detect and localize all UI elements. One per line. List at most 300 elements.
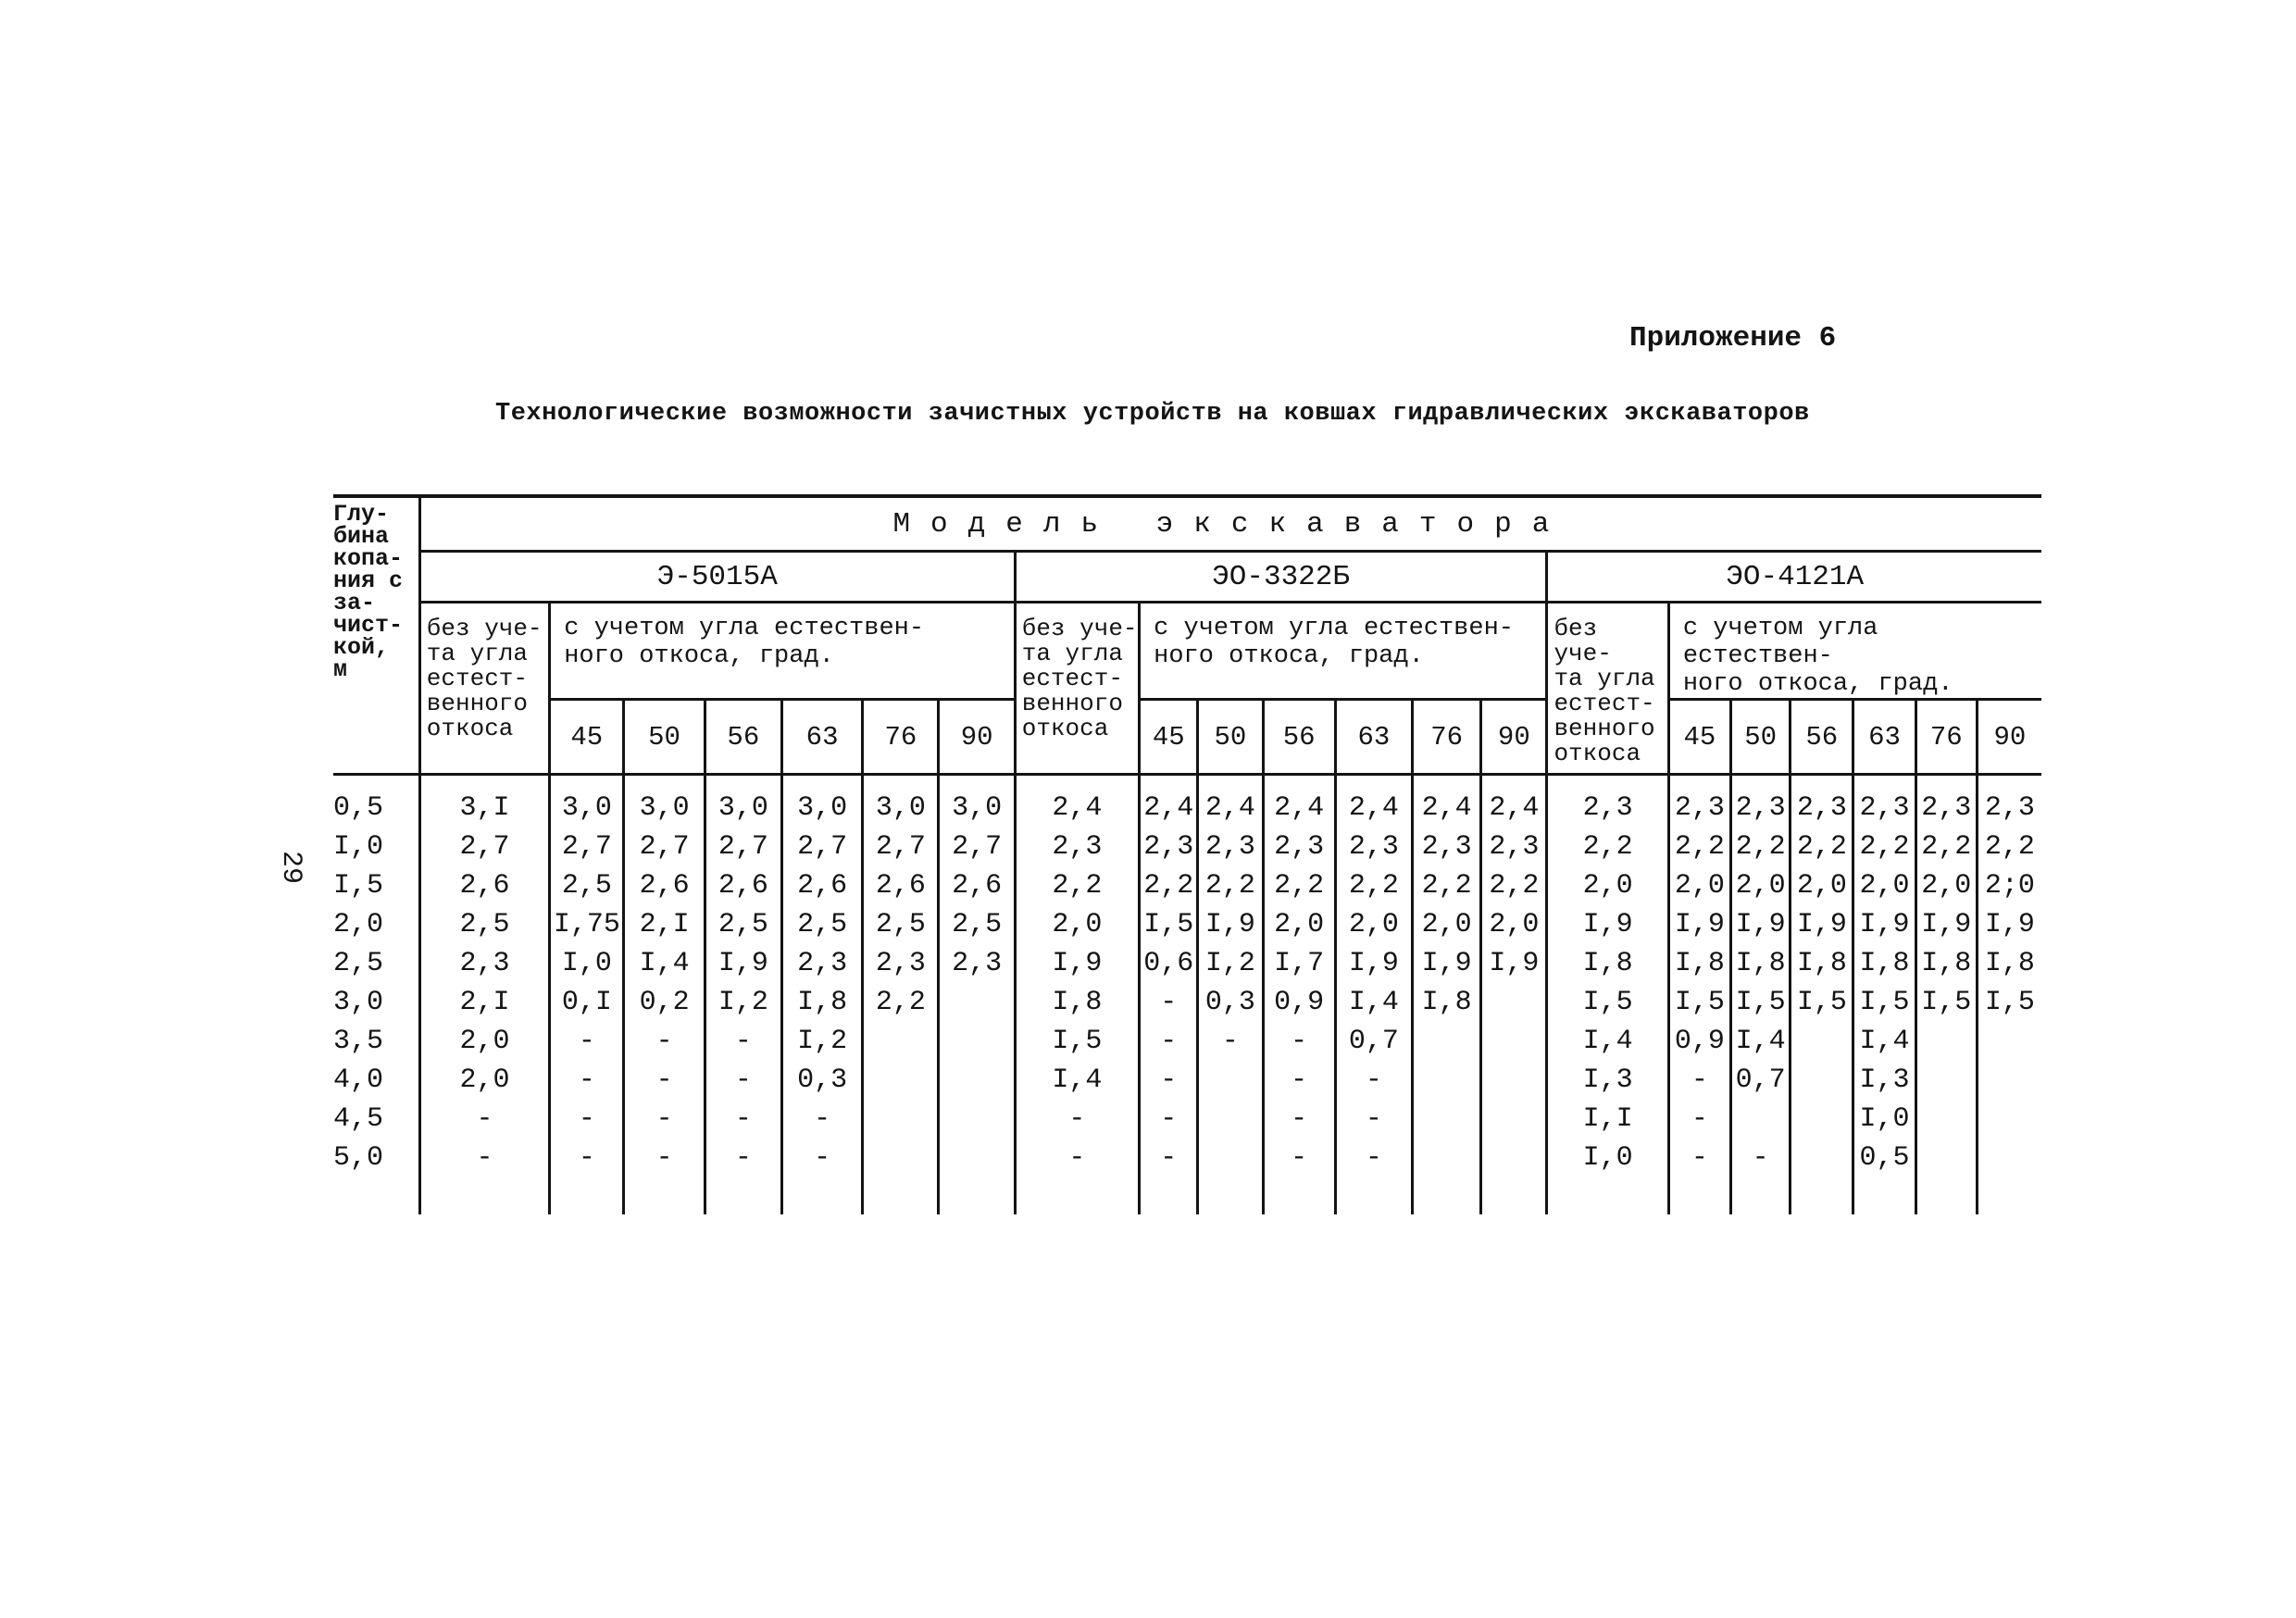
angle-header: 45 <box>1140 700 1198 775</box>
value-cell <box>1481 1100 1547 1139</box>
value-cell: I,8 <box>1977 944 2041 983</box>
value-cell: I,5 <box>1140 905 1198 944</box>
value-cell: 2,2 <box>1413 866 1481 905</box>
value-cell: 2,3 <box>1140 828 1198 866</box>
value-cell <box>1481 983 1547 1022</box>
value-cell: I,9 <box>1413 944 1481 983</box>
capabilities-table <box>333 494 2041 1214</box>
value-cell: I,5 <box>1668 983 1730 1022</box>
value-cell <box>1915 1061 1977 1100</box>
value-cell: - <box>1263 1100 1335 1139</box>
value-cell <box>863 1022 939 1061</box>
depth-cell: 5,0 <box>333 1142 384 1174</box>
value-cell: 2,5 <box>705 905 781 944</box>
with-angle-header <box>550 603 1016 700</box>
value-cell: 2,2 <box>1915 828 1977 866</box>
value-cell: I,4 <box>1547 1022 1668 1061</box>
value-cell: 2,3 <box>1915 775 1977 828</box>
value-cell: 2,2 <box>1140 866 1198 905</box>
value-cell <box>1915 1139 1977 1177</box>
value-cell: I,9 <box>1481 944 1547 983</box>
depth-header-line: м <box>333 656 348 683</box>
value-cell: 2,0 <box>1853 866 1915 905</box>
header-row-model-names <box>333 552 2041 603</box>
value-cell: 2,5 <box>863 905 939 944</box>
value-cell: I,8 <box>1547 944 1668 983</box>
empty-cell <box>1791 1177 1853 1214</box>
with-angle-header-line: ного откоса, град. <box>1154 642 1424 670</box>
no-angle-header-line: без уче- <box>1021 615 1138 642</box>
with-angle-header-line: с учетом угла естествен- <box>1154 615 1514 642</box>
value-cell: I,5 <box>1977 983 2041 1022</box>
value-cell: 2,0 <box>1335 905 1412 944</box>
angle-header: 76 <box>1915 700 1977 775</box>
empty-cell <box>863 1177 939 1214</box>
no-angle-header-line: венного <box>1021 690 1123 717</box>
value-cell: 2,I <box>419 983 549 1022</box>
empty-cell <box>1335 1177 1412 1214</box>
no-angle-header-line: венного <box>426 690 528 717</box>
value-cell: I,9 <box>1335 944 1412 983</box>
value-cell: I,8 <box>781 983 862 1022</box>
value-cell: 2,0 <box>1413 905 1481 944</box>
value-cell: 2,5 <box>939 905 1015 944</box>
depth-cell: 2,5 <box>333 948 384 979</box>
value-cell: I,5 <box>1547 983 1668 1022</box>
value-cell: I,0 <box>550 944 624 983</box>
value-cell: I,2 <box>705 983 781 1022</box>
value-cell: 2,0 <box>1263 905 1335 944</box>
empty-cell <box>1853 1177 1915 1214</box>
empty-cell <box>333 1177 419 1214</box>
value-cell: I,8 <box>1791 944 1853 983</box>
empty-cell <box>419 1177 549 1214</box>
value-cell: - <box>419 1100 549 1139</box>
with-angle-header <box>1668 603 2041 700</box>
angle-header: 90 <box>1977 700 2041 775</box>
depth-cell: I,0 <box>333 831 384 863</box>
value-cell: I,5 <box>1853 983 1915 1022</box>
value-cell: I,2 <box>781 1022 862 1061</box>
value-cell: - <box>781 1139 862 1177</box>
value-cell <box>1791 1139 1853 1177</box>
depth-header-line: бина <box>333 523 390 550</box>
value-cell: 2,3 <box>781 944 862 983</box>
value-cell <box>1915 1100 1977 1139</box>
value-cell <box>1977 1139 2041 1177</box>
value-cell: I,3 <box>1547 1061 1668 1100</box>
value-cell: 2,3 <box>1413 828 1481 866</box>
value-cell: I,8 <box>1668 944 1730 983</box>
value-cell: 2,4 <box>1335 775 1412 828</box>
depth-cell: 4,0 <box>333 1064 384 1096</box>
value-cell: - <box>705 1061 781 1100</box>
value-cell: 2,3 <box>1731 775 1791 828</box>
value-cell <box>1413 1100 1481 1139</box>
value-cell: 2,0 <box>1481 905 1547 944</box>
value-cell <box>1977 1022 2041 1061</box>
value-cell: 2,7 <box>863 828 939 866</box>
depth-header-line: чист- <box>333 612 404 639</box>
value-cell: - <box>550 1139 624 1177</box>
value-cell: - <box>1140 983 1198 1022</box>
value-cell <box>939 1139 1015 1177</box>
value-cell: - <box>550 1022 624 1061</box>
header-row-model <box>333 496 2041 552</box>
value-cell: 2,3 <box>1263 828 1335 866</box>
value-cell: 3,0 <box>939 775 1015 828</box>
value-cell: 2,0 <box>1791 866 1853 905</box>
appendix-label: Приложение 6 <box>1629 322 1837 355</box>
value-cell: 2,2 <box>1015 866 1139 905</box>
value-cell: - <box>1198 1022 1263 1061</box>
value-cell: I,8 <box>1915 944 1977 983</box>
angle-header: 90 <box>939 700 1015 775</box>
value-cell <box>863 1061 939 1100</box>
depth-cell: I,5 <box>333 870 384 902</box>
value-cell: - <box>705 1100 781 1139</box>
value-cell: 0,6 <box>1140 944 1198 983</box>
value-cell: 2,2 <box>1198 866 1263 905</box>
value-cell: I,5 <box>1731 983 1791 1022</box>
value-cell: 2,6 <box>939 866 1015 905</box>
empty-cell <box>624 1177 705 1214</box>
value-cell: 2,3 <box>939 944 1015 983</box>
value-cell: I,3 <box>1853 1061 1915 1100</box>
value-cell: I,8 <box>1731 944 1791 983</box>
table-row <box>333 828 2041 866</box>
angle-header: 76 <box>863 700 939 775</box>
value-cell <box>939 1061 1015 1100</box>
value-cell: I,9 <box>1547 905 1668 944</box>
angle-header: 56 <box>705 700 781 775</box>
value-cell: - <box>705 1139 781 1177</box>
empty-cell <box>1915 1177 1977 1214</box>
value-cell: 2,7 <box>705 828 781 866</box>
value-cell: 2,2 <box>1263 866 1335 905</box>
value-cell: I,0 <box>1547 1139 1668 1177</box>
no-angle-header-line: откоса <box>426 715 514 742</box>
value-cell: 2,4 <box>1140 775 1198 828</box>
value-cell: 2,4 <box>1481 775 1547 828</box>
with-angle-header-line: ного откоса, град. <box>1682 670 1953 698</box>
empty-cell <box>550 1177 624 1214</box>
value-cell: 2,7 <box>419 828 549 866</box>
value-cell: - <box>1335 1061 1412 1100</box>
value-cell: - <box>1140 1022 1198 1061</box>
value-cell <box>1977 1100 2041 1139</box>
no-angle-header-line: естест- <box>1554 690 1655 717</box>
angle-header: 63 <box>1853 700 1915 775</box>
table-row <box>333 905 2041 944</box>
value-cell: I,9 <box>705 944 781 983</box>
value-cell <box>863 1100 939 1139</box>
depth-header-line: Глу- <box>333 501 390 528</box>
empty-cell <box>939 1177 1015 1214</box>
value-cell: - <box>624 1100 705 1139</box>
value-cell: 2,2 <box>1731 828 1791 866</box>
angle-header: 56 <box>1263 700 1335 775</box>
value-cell: I,5 <box>1015 1022 1139 1061</box>
value-cell <box>1413 1022 1481 1061</box>
angle-header: 76 <box>1413 700 1481 775</box>
value-cell: - <box>550 1061 624 1100</box>
value-cell: I,8 <box>1853 944 1915 983</box>
empty-cell <box>1140 1177 1198 1214</box>
value-cell: 0,9 <box>1668 1022 1730 1061</box>
value-cell <box>1791 1022 1853 1061</box>
table-row <box>333 944 2041 983</box>
value-cell: 2,0 <box>1015 905 1139 944</box>
value-cell: - <box>1263 1061 1335 1100</box>
value-cell: I,4 <box>1853 1022 1915 1061</box>
value-cell: 0,3 <box>781 1061 862 1100</box>
value-cell <box>1413 1061 1481 1100</box>
value-cell: - <box>1140 1100 1198 1139</box>
model-name: Э-5015А <box>419 552 1015 603</box>
table-row <box>333 983 2041 1022</box>
value-cell: - <box>1015 1139 1139 1177</box>
angle-header: 63 <box>1335 700 1412 775</box>
depth-cell: 3,0 <box>333 987 384 1018</box>
value-cell: 2,2 <box>863 983 939 1022</box>
value-cell: - <box>550 1100 624 1139</box>
value-cell: I,0 <box>1853 1100 1915 1139</box>
value-cell: I,9 <box>1198 905 1263 944</box>
value-cell: - <box>1140 1061 1198 1100</box>
model-header: Модель экскаватора <box>419 496 2041 552</box>
depth-header-line: копа- <box>333 545 404 572</box>
no-angle-header-line: без уче- <box>1554 615 1612 667</box>
value-cell: - <box>1668 1139 1730 1177</box>
value-cell: 2,3 <box>1481 828 1547 866</box>
value-cell <box>1198 1061 1263 1100</box>
depth-cell: 4,5 <box>333 1103 384 1135</box>
value-cell: - <box>624 1139 705 1177</box>
angle-header: 63 <box>781 700 862 775</box>
angle-header: 50 <box>1731 700 1791 775</box>
empty-cell <box>1198 1177 1263 1214</box>
value-cell: I,8 <box>1413 983 1481 1022</box>
empty-cell <box>1015 1177 1139 1214</box>
value-cell: 3,0 <box>863 775 939 828</box>
value-cell: 2,7 <box>550 828 624 866</box>
value-cell <box>1481 1061 1547 1100</box>
with-angle-header-line: ного откоса, град. <box>564 642 834 670</box>
value-cell: 2,3 <box>1853 775 1915 828</box>
value-cell <box>1791 1100 1853 1139</box>
value-cell <box>1977 1061 2041 1100</box>
no-angle-header-line: откоса <box>1021 715 1109 742</box>
value-cell: 2,0 <box>1668 866 1730 905</box>
value-cell <box>1481 1139 1547 1177</box>
table-end-row <box>333 1177 2041 1214</box>
value-cell: 0,9 <box>1263 983 1335 1022</box>
value-cell: 2,2 <box>1335 866 1412 905</box>
value-cell: I,9 <box>1977 905 2041 944</box>
value-cell: - <box>1140 1139 1198 1177</box>
value-cell: 2,5 <box>419 905 549 944</box>
value-cell: 2,3 <box>1791 775 1853 828</box>
value-cell <box>1198 1139 1263 1177</box>
value-cell: 2,2 <box>1977 828 2041 866</box>
value-cell: 2,6 <box>705 866 781 905</box>
value-cell: 2,5 <box>550 866 624 905</box>
value-cell: - <box>781 1100 862 1139</box>
document-title: Технологические возможности зачистных устройств на ковшах гидравлических экскаваторов <box>495 400 1810 428</box>
value-cell <box>1791 1061 1853 1100</box>
value-cell: I,7 <box>1263 944 1335 983</box>
depth-header-line: кой, <box>333 634 390 661</box>
value-cell: I,5 <box>1915 983 1977 1022</box>
value-cell: - <box>624 1061 705 1100</box>
angle-header: 50 <box>624 700 705 775</box>
no-angle-header-line: та угла <box>426 640 528 667</box>
value-cell: 2,3 <box>1015 828 1139 866</box>
value-cell: 2,4 <box>1015 775 1139 828</box>
empty-cell <box>1668 1177 1730 1214</box>
value-cell: I,75 <box>550 905 624 944</box>
page-number: 29 <box>275 850 307 885</box>
value-cell <box>1481 1022 1547 1061</box>
value-cell: 2,6 <box>419 866 549 905</box>
value-cell: 2;0 <box>1977 866 2041 905</box>
empty-cell <box>1731 1177 1791 1214</box>
empty-cell <box>781 1177 862 1214</box>
value-cell: - <box>1335 1100 1412 1139</box>
value-cell: I,2 <box>1198 944 1263 983</box>
empty-cell <box>1547 1177 1668 1214</box>
value-cell: 2,0 <box>1915 866 1977 905</box>
value-cell: - <box>1335 1139 1412 1177</box>
value-cell: - <box>1263 1139 1335 1177</box>
model-name: ЭО-3322Б <box>1015 552 1547 603</box>
no-angle-header-line: естест- <box>1021 665 1123 692</box>
value-cell: 0,2 <box>624 983 705 1022</box>
depth-header-line: за- <box>333 590 376 616</box>
value-cell: 2,2 <box>1481 866 1547 905</box>
depth-cell: 0,5 <box>333 792 384 824</box>
value-cell: 2,6 <box>781 866 862 905</box>
value-cell: 2,3 <box>1547 775 1668 828</box>
value-cell: 3,I <box>419 775 549 828</box>
value-cell: 2,I <box>624 905 705 944</box>
empty-cell <box>1263 1177 1335 1214</box>
value-cell: I,8 <box>1015 983 1139 1022</box>
value-cell: I,9 <box>1791 905 1853 944</box>
value-cell: - <box>1263 1022 1335 1061</box>
no-angle-header-line: без уче- <box>426 615 543 642</box>
table-row <box>333 775 2041 828</box>
value-cell: 2,7 <box>624 828 705 866</box>
value-cell: I,9 <box>1015 944 1139 983</box>
value-cell <box>1198 1100 1263 1139</box>
depth-cell: 3,5 <box>333 1026 384 1057</box>
depth-cell: 2,0 <box>333 909 384 940</box>
header-row-angle-type <box>333 603 2041 700</box>
value-cell: 3,0 <box>705 775 781 828</box>
value-cell: - <box>1668 1100 1730 1139</box>
value-cell: I,I <box>1547 1100 1668 1139</box>
no-angle-header-line: та угла <box>1554 665 1655 692</box>
value-cell: I,5 <box>1791 983 1853 1022</box>
value-cell: 2,2 <box>1668 828 1730 866</box>
value-cell: 3,0 <box>550 775 624 828</box>
value-cell <box>1915 1022 1977 1061</box>
value-cell: 0,5 <box>1853 1139 1915 1177</box>
value-cell: 2,0 <box>1731 866 1791 905</box>
value-cell: 2,3 <box>1977 775 2041 828</box>
value-cell: - <box>419 1139 549 1177</box>
value-cell: 0,7 <box>1731 1061 1791 1100</box>
no-angle-header-line: венного <box>1554 715 1655 742</box>
value-cell: 2,3 <box>1335 828 1412 866</box>
value-cell: 2,4 <box>1198 775 1263 828</box>
value-cell <box>939 983 1015 1022</box>
no-angle-header <box>1547 603 1668 775</box>
value-cell: 2,4 <box>1263 775 1335 828</box>
model-name: ЭО-4121А <box>1547 552 2041 603</box>
value-cell: 3,0 <box>781 775 862 828</box>
value-cell: 0,I <box>550 983 624 1022</box>
angle-header: 45 <box>1668 700 1730 775</box>
table-row <box>333 1139 2041 1177</box>
value-cell: 0,3 <box>1198 983 1263 1022</box>
with-angle-header-line: с учетом угла естествен- <box>1682 615 1878 670</box>
no-angle-header-line: та угла <box>1021 640 1123 667</box>
value-cell: 2,7 <box>781 828 862 866</box>
with-angle-header <box>1140 603 1547 700</box>
value-cell: 2,0 <box>419 1022 549 1061</box>
value-cell: 2,2 <box>1853 828 1915 866</box>
angle-header: 90 <box>1481 700 1547 775</box>
depth-header-line: ния с <box>333 567 404 594</box>
value-cell: - <box>624 1022 705 1061</box>
value-cell: 2,6 <box>863 866 939 905</box>
value-cell: I,9 <box>1915 905 1977 944</box>
value-cell <box>1413 1139 1481 1177</box>
header-row-angles <box>333 700 2041 775</box>
value-cell: I,4 <box>1015 1061 1139 1100</box>
no-angle-header <box>1015 603 1139 775</box>
angle-header: 45 <box>550 700 624 775</box>
value-cell <box>863 1139 939 1177</box>
depth-header <box>333 496 419 775</box>
value-cell <box>939 1022 1015 1061</box>
angle-header: 56 <box>1791 700 1853 775</box>
empty-cell <box>1413 1177 1481 1214</box>
value-cell: I,9 <box>1668 905 1730 944</box>
angle-header: 50 <box>1198 700 1263 775</box>
value-cell: 2,4 <box>1413 775 1481 828</box>
value-cell: 3,0 <box>624 775 705 828</box>
no-angle-header-line: откоса <box>1554 740 1641 767</box>
table-row <box>333 1061 2041 1100</box>
value-cell: 2,3 <box>863 944 939 983</box>
table-row <box>333 1022 2041 1061</box>
value-cell: I,4 <box>1731 1022 1791 1061</box>
value-cell: I,4 <box>624 944 705 983</box>
value-cell <box>1731 1100 1791 1139</box>
with-angle-header-line: с учетом угла естествен- <box>564 615 925 642</box>
table-row <box>333 1100 2041 1139</box>
value-cell: - <box>1731 1139 1791 1177</box>
no-angle-header <box>419 603 549 775</box>
value-cell: - <box>705 1022 781 1061</box>
value-cell: 2,7 <box>939 828 1015 866</box>
empty-cell <box>705 1177 781 1214</box>
no-angle-header-line: естест- <box>426 665 528 692</box>
